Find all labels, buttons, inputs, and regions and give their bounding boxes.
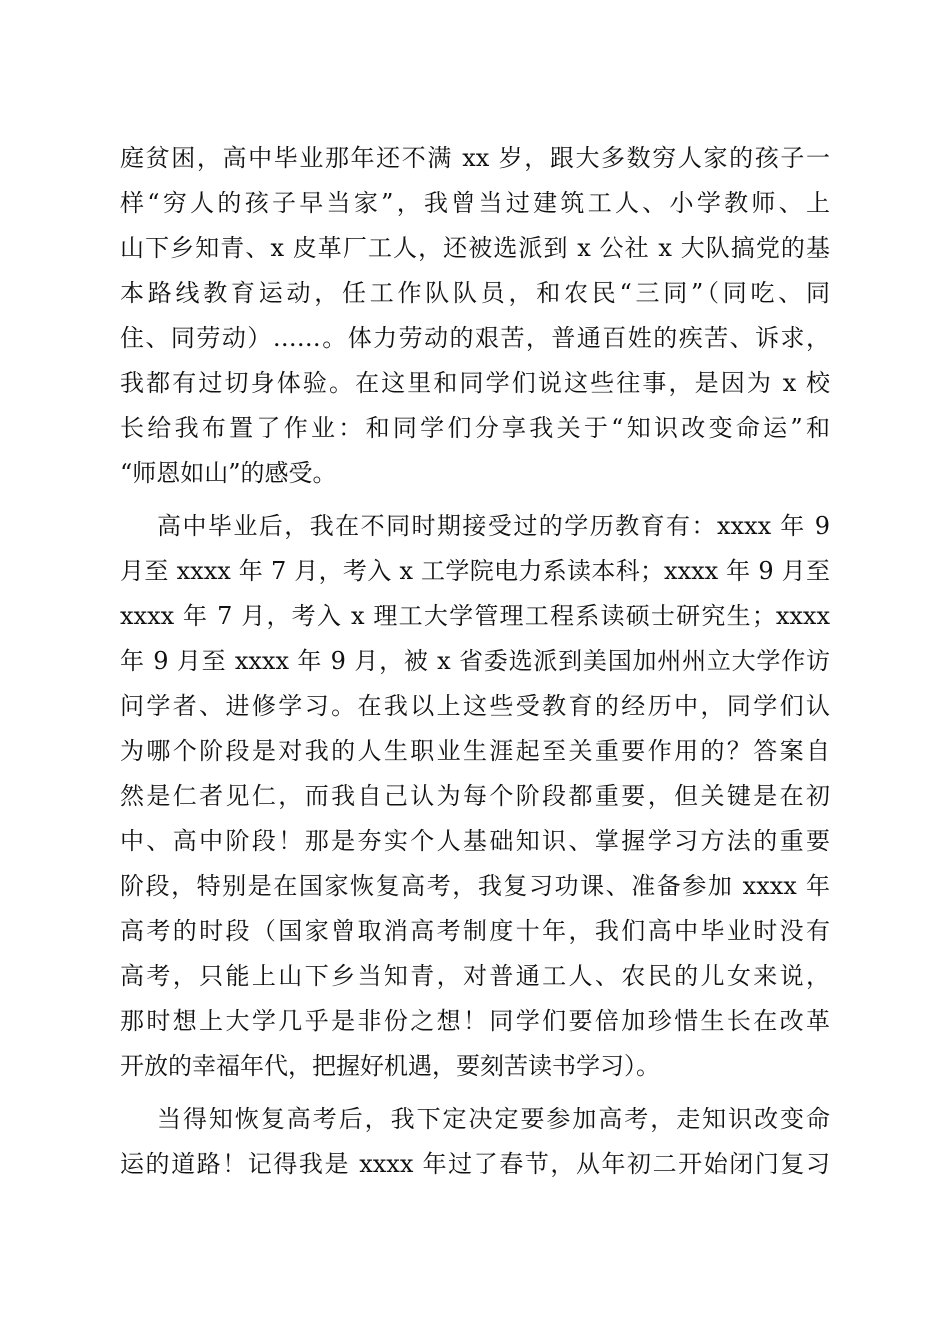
text-line: 当得知恢复高考后，我下定决定要参加高考，走知识改变命 [157,1105,830,1133]
text-line: 高中毕业后，我在不同时期接受过的学历教育有：xxxx 年 9 [157,512,830,540]
paragraph [120,1097,830,1187]
paragraph-gap [120,496,830,504]
text-line: 开放的幸福年代，把握好机遇，要刻苦读书学习）。 [120,1052,660,1080]
text-line: 为哪个阶段是对我的人生职业生涯起至关重要作用的？答案自 [120,737,830,765]
text-line: 中、高中阶段！那是夯实个人基础知识、掌握学习方法的重要 [120,827,830,855]
text-line: 住、同劳动）……。体力劳动的艰苦，普通百姓的疾苦、诉求， [120,324,830,352]
text-line: xxxx 年 7 月，考入 x 理工大学管理工程系读硕士研究生；xxxx [120,602,830,630]
document-body [120,136,830,1187]
text-line: 那时想上大学几乎是非份之想！同学们要倍加珍惜生长在改革 [120,1007,830,1035]
paragraph [120,136,830,496]
text-line: 年 9 月至 xxxx 年 9 月，被 x 省委选派到美国加州州立大学作访 [120,647,830,675]
text-line: 然是仁者见仁，而我自己认为每个阶段都重要，但关键是在初 [120,782,830,810]
paragraph [120,504,830,1089]
text-line: 我都有过切身体验。在这里和同学们说这些往事，是因为 x 校 [120,369,830,397]
text-line: 山下乡知青、x 皮革厂工人，还被选派到 x 公社 x 大队搞党的基 [120,234,830,262]
text-line: 本路线教育运动，任工作队队员，和农民“三同”（同吃、同 [120,279,830,307]
text-line: 问学者、进修学习。在我以上这些受教育的经历中，同学们认 [120,692,830,720]
text-line: “师恩如山”的感受。 [120,459,337,487]
text-line: 月至 xxxx 年 7 月，考入 x 工学院电力系读本科；xxxx 年 9 月至 [120,557,830,585]
text-line: 样“穷人的孩子早当家”，我曾当过建筑工人、小学教师、上 [120,189,830,217]
text-line: 运的道路！记得我是 xxxx 年过了春节，从年初二开始闭门复习 [120,1150,830,1178]
text-line: 阶段，特别是在国家恢复高考，我复习功课、准备参加 xxxx 年 [120,872,830,900]
paragraph-gap [120,1089,830,1097]
text-line: 高考的时段（国家曾取消高考制度十年，我们高中毕业时没有 [120,917,830,945]
text-line: 长给我布置了作业：和同学们分享我关于“知识改变命运”和 [120,414,830,442]
text-line: 庭贫困，高中毕业那年还不满 xx 岁，跟大多数穷人家的孩子一 [120,144,830,172]
text-line: 高考，只能上山下乡当知青，对普通工人、农民的儿女来说， [120,962,830,990]
